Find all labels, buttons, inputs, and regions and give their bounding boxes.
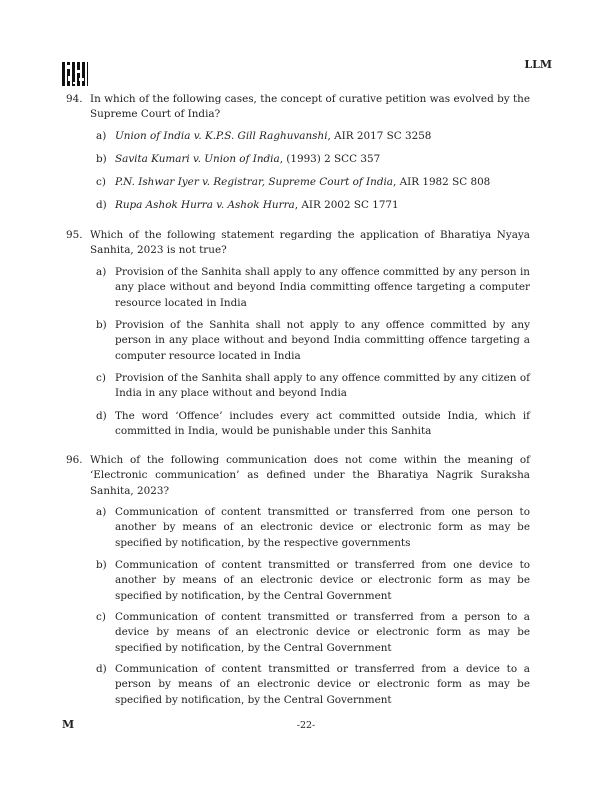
option-text: Provision of the Sanhita shall not apply to any offence committed by any person in any place without and beyond India committing offence targeting a computer resource located in India (115, 319, 530, 362)
citation: , AIR 2002 SC 1771 (294, 199, 399, 211)
option-text: Communication of content transmitted or transferred from a person to a device by means of an electronic device or electronic form as may be specified by notification, by the Central Government (115, 611, 530, 654)
case-name: Rupa Ashok Hurra v. Ashok Hurra (115, 199, 295, 211)
option-label: d) (96, 410, 107, 422)
qr-code-icon (62, 62, 88, 86)
option-text: Provision of the Sanhita shall apply to any offence committed by any person in any place without and beyond India committing offence targeting a computer resource located in India (115, 266, 530, 309)
option-label: d) (96, 663, 107, 675)
option-c (96, 610, 530, 656)
option-label: c) (96, 611, 106, 623)
option-label: b) (96, 319, 107, 331)
page-number: -22- (296, 720, 316, 731)
option-text: Communication of content transmitted or transferred from one device to another by means of an electronic device or electronic form as may be specified by notification, by the Central Government (115, 559, 530, 602)
question-95 (66, 228, 530, 438)
option-d (96, 662, 530, 708)
question-96 (66, 453, 530, 706)
option-c (96, 175, 530, 190)
question-94 (66, 92, 530, 211)
option-d (96, 198, 530, 213)
case-name: Union of India v. K.P.S. Gill Raghuvanshi (115, 130, 328, 142)
question-number: 95. (66, 229, 83, 241)
option-c (96, 371, 530, 402)
citation: , (1993) 2 SCC 357 (279, 153, 381, 165)
question-text: Which of the following communication does not come within the meaning of ‘Electronic communication’ as defined under the Bharatiya Nagrik Suraksha Sanhita, 2023? (90, 454, 530, 497)
option-label: a) (96, 506, 107, 518)
case-name: Savita Kumari v. Union of India (115, 153, 280, 165)
option-b (96, 152, 530, 167)
option-label: c) (96, 176, 106, 188)
question-text: In which of the following cases, the concept of curative petition was evolved by the Supreme Court of India? (90, 93, 530, 121)
series-code: M (62, 718, 75, 731)
option-d (96, 409, 530, 440)
option-a (96, 265, 530, 311)
question-number: 94. (66, 93, 83, 105)
option-label: b) (96, 559, 107, 571)
option-label: d) (96, 199, 107, 211)
case-name: P.N. Ishwar Iyer v. Registrar, Supreme Court of India (115, 176, 393, 188)
option-a (96, 129, 530, 144)
option-label: c) (96, 372, 106, 384)
option-text: Communication of content transmitted or transferred from a device to a person by means of an electronic device or electronic form as may be specified by notification, by the Central Government (115, 663, 530, 706)
option-label: a) (96, 130, 107, 142)
option-label: a) (96, 266, 107, 278)
option-b (96, 318, 530, 364)
option-text: The word ‘Offence’ includes every act committed outside India, which if committed in India, would be punishable under this Sanhita (115, 410, 530, 438)
option-b (96, 558, 530, 604)
option-text: Provision of the Sanhita shall apply to any offence committed by any citizen of India in any place without and beyond India (115, 372, 530, 400)
question-text: Which of the following statement regarding the application of Bharatiya Nyaya Sanhita, 2023 is not true? (90, 229, 530, 257)
question-number: 96. (66, 454, 83, 466)
option-label: b) (96, 153, 107, 165)
option-a (96, 505, 530, 551)
citation: , AIR 2017 SC 3258 (327, 130, 432, 142)
paper-code: LLM (524, 58, 552, 71)
option-text: Communication of content transmitted or transferred from one person to another by means of an electronic device or electronic form as may be specified by notification, by the respective governments (115, 506, 530, 549)
citation: , AIR 1982 SC 808 (393, 176, 491, 188)
